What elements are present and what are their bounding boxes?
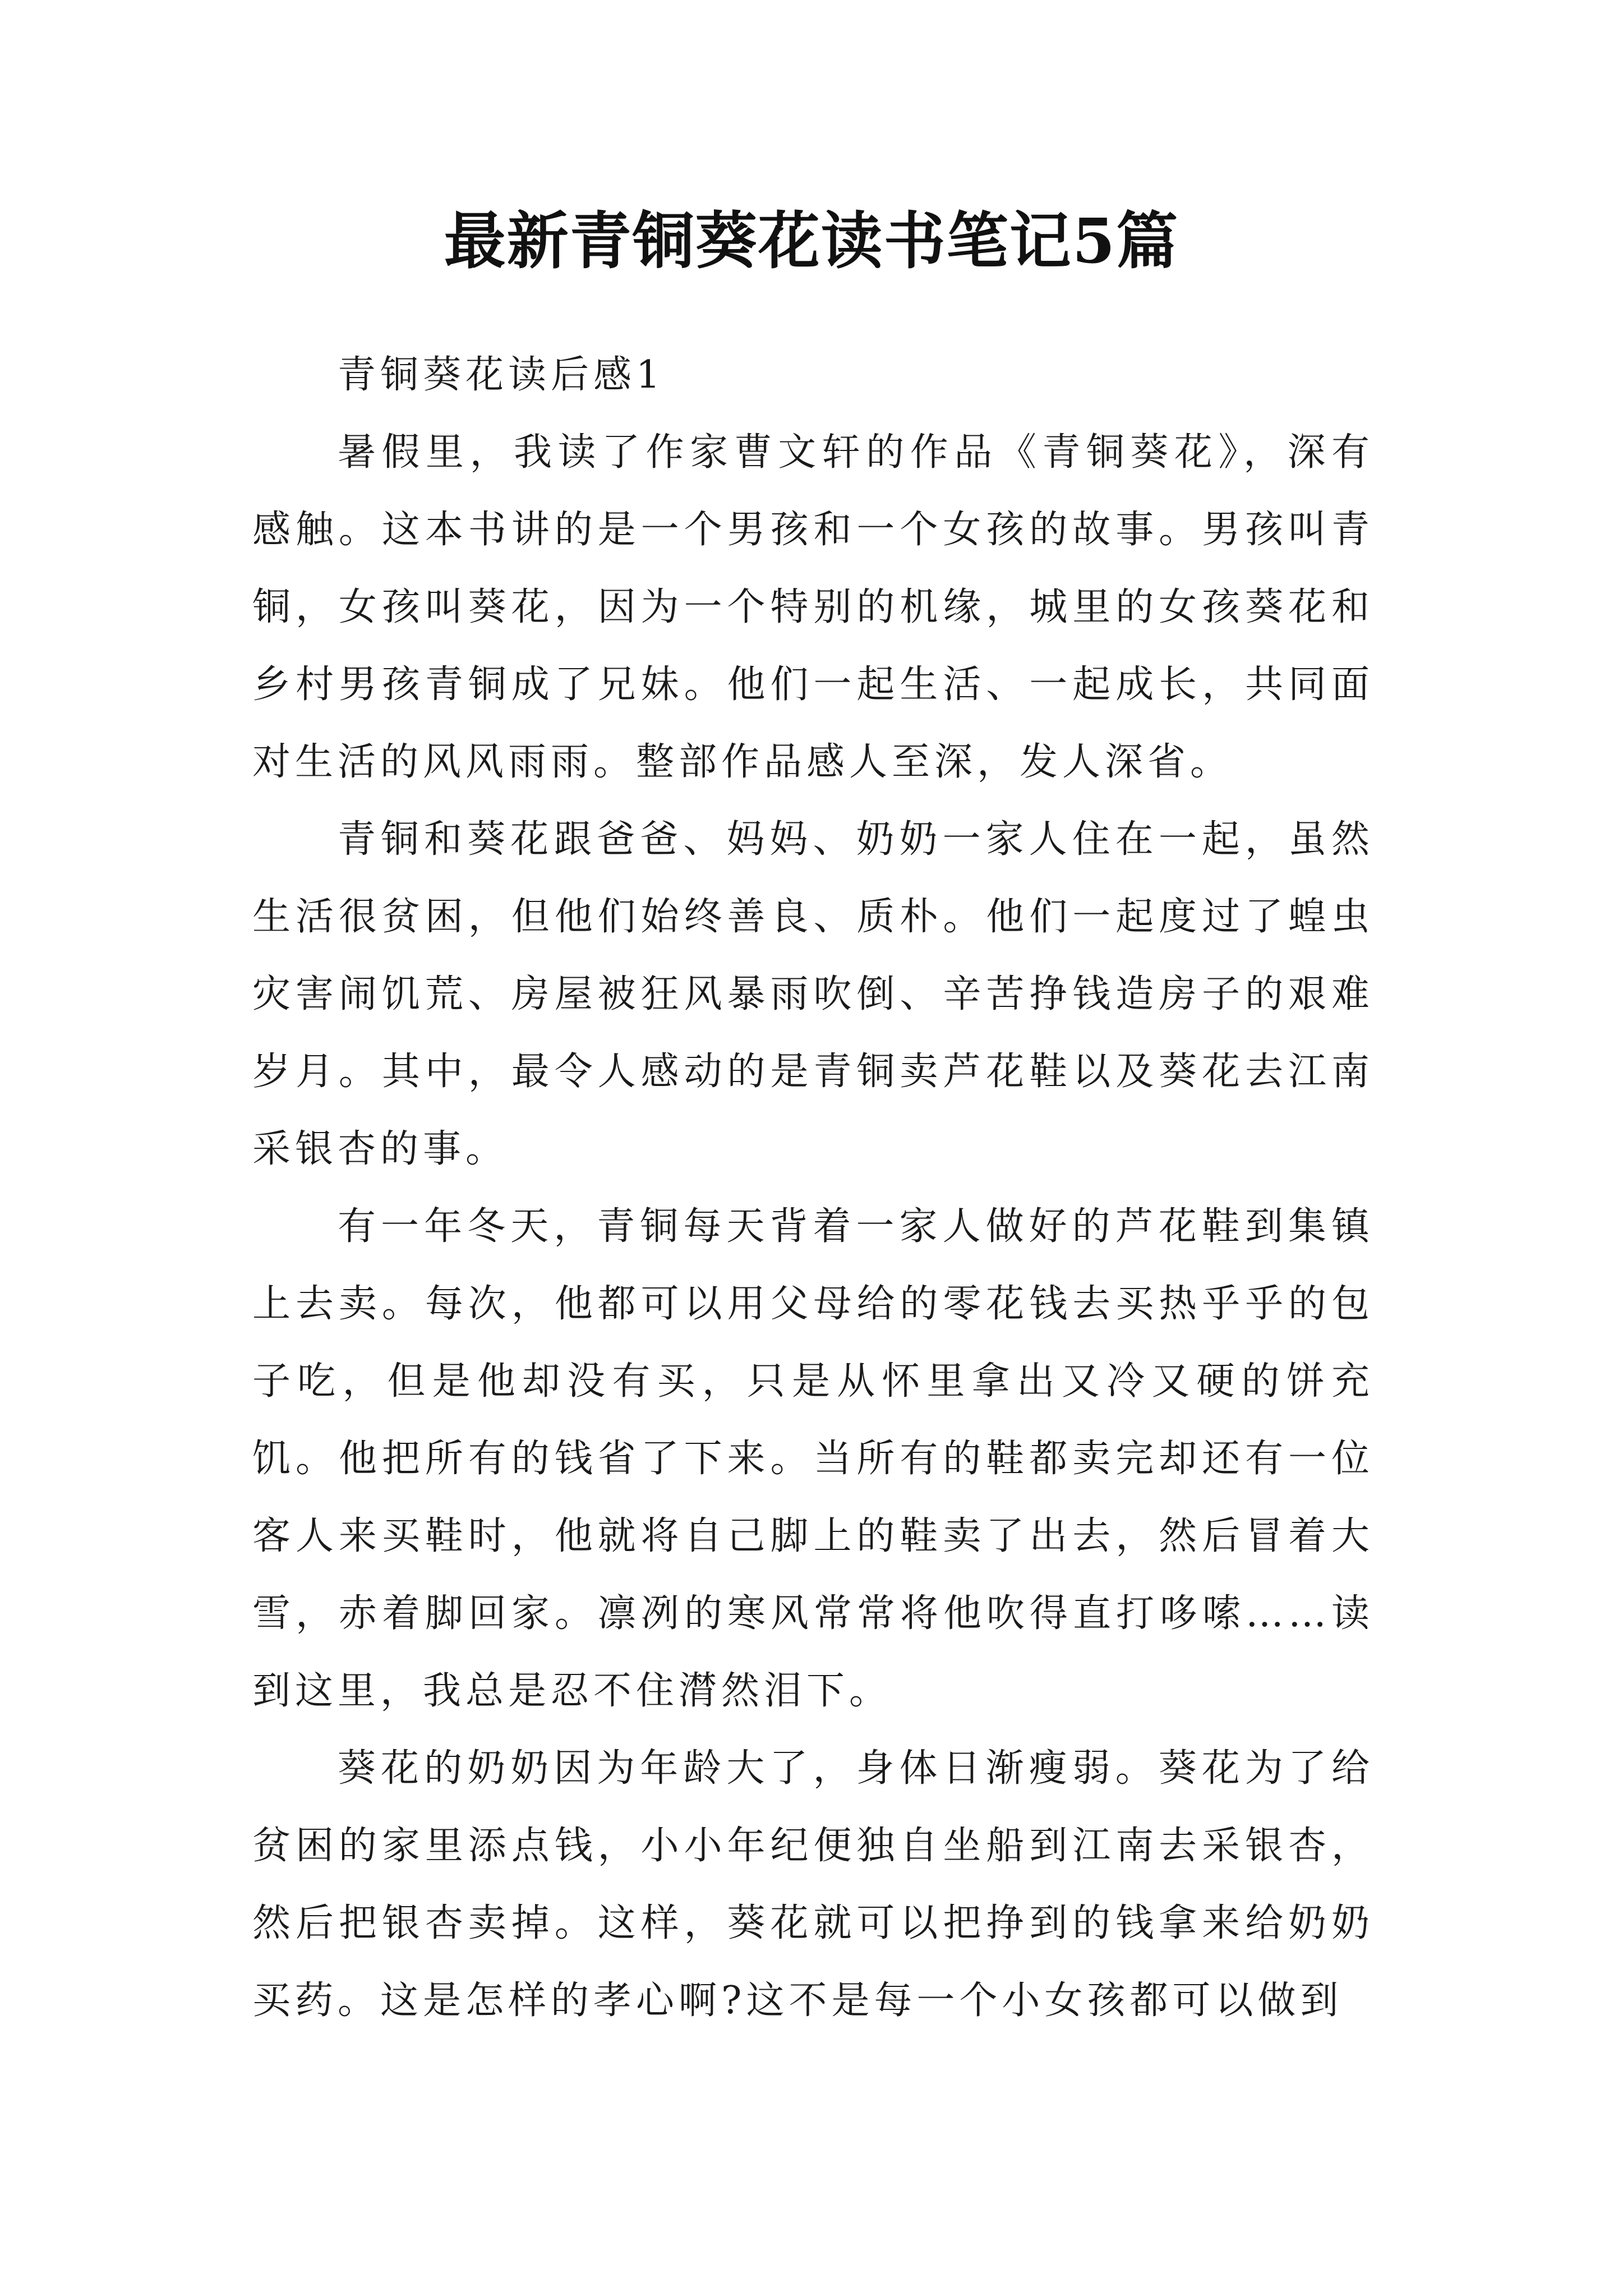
document-title: 最新青铜葵花读书笔记5篇: [444, 205, 1179, 277]
paragraph-1: 暑假里，我读了作家曹文轩的作品《青铜葵花》，深有感触。这本书讲的是一个男孩和一个女孩的故事。男孩叫青铜，女孩叫葵花，因为一个特别的机缘，城里的女孩葵花和乡村男孩青铜成了兄妹。他们一起生活、一起成长，共同面对生活的风风雨雨。整部作品感人至深，发人深省。: [252, 430, 1374, 784]
paragraph-2: 青铜和葵花跟爸爸、妈妈、奶奶一家人住在一起，虽然生活很贫困，但他们始终善良、质朴。他们一起度过了蝗虫灾害闹饥荒、房屋被狂风暴雨吹倒、辛苦挣钱造房子的艰难岁月。其中，最令人感动的是青铜卖芦花鞋以及葵花去江南采银杏的事。: [252, 817, 1374, 1171]
paragraph-3: 有一年冬天，青铜每天背着一家人做好的芦花鞋到集镇上去卖。每次，他都可以用父母给的零花钱去买热乎乎的包子吃，但是他却没有买，只是从怀里拿出又冷又硬的饼充饥。他把所有的钱省了下来。当所有的鞋都卖完却还有一位客人来买鞋时，他就将自己脚上的鞋卖了出去，然后冒着大雪，赤着脚回家。凛冽的寒风常常将他吹得直打哆嗦……读到这里，我总是忍不住潸然泪下。: [252, 1204, 1374, 1713]
document-body: [252, 337, 1374, 2040]
section-heading: 青铜葵花读后感1: [338, 353, 665, 397]
paragraph-4: 葵花的奶奶因为年龄大了，身体日渐瘦弱。葵花为了给贫困的家里添点钱，小小年纪便独自坐船到江南去采银杏，然后把银杏卖掉。这样，葵花就可以把挣到的钱拿来给奶奶买药。这是怎样的孝心啊?这不是每一个小女孩都可以做到: [252, 1746, 1374, 2023]
